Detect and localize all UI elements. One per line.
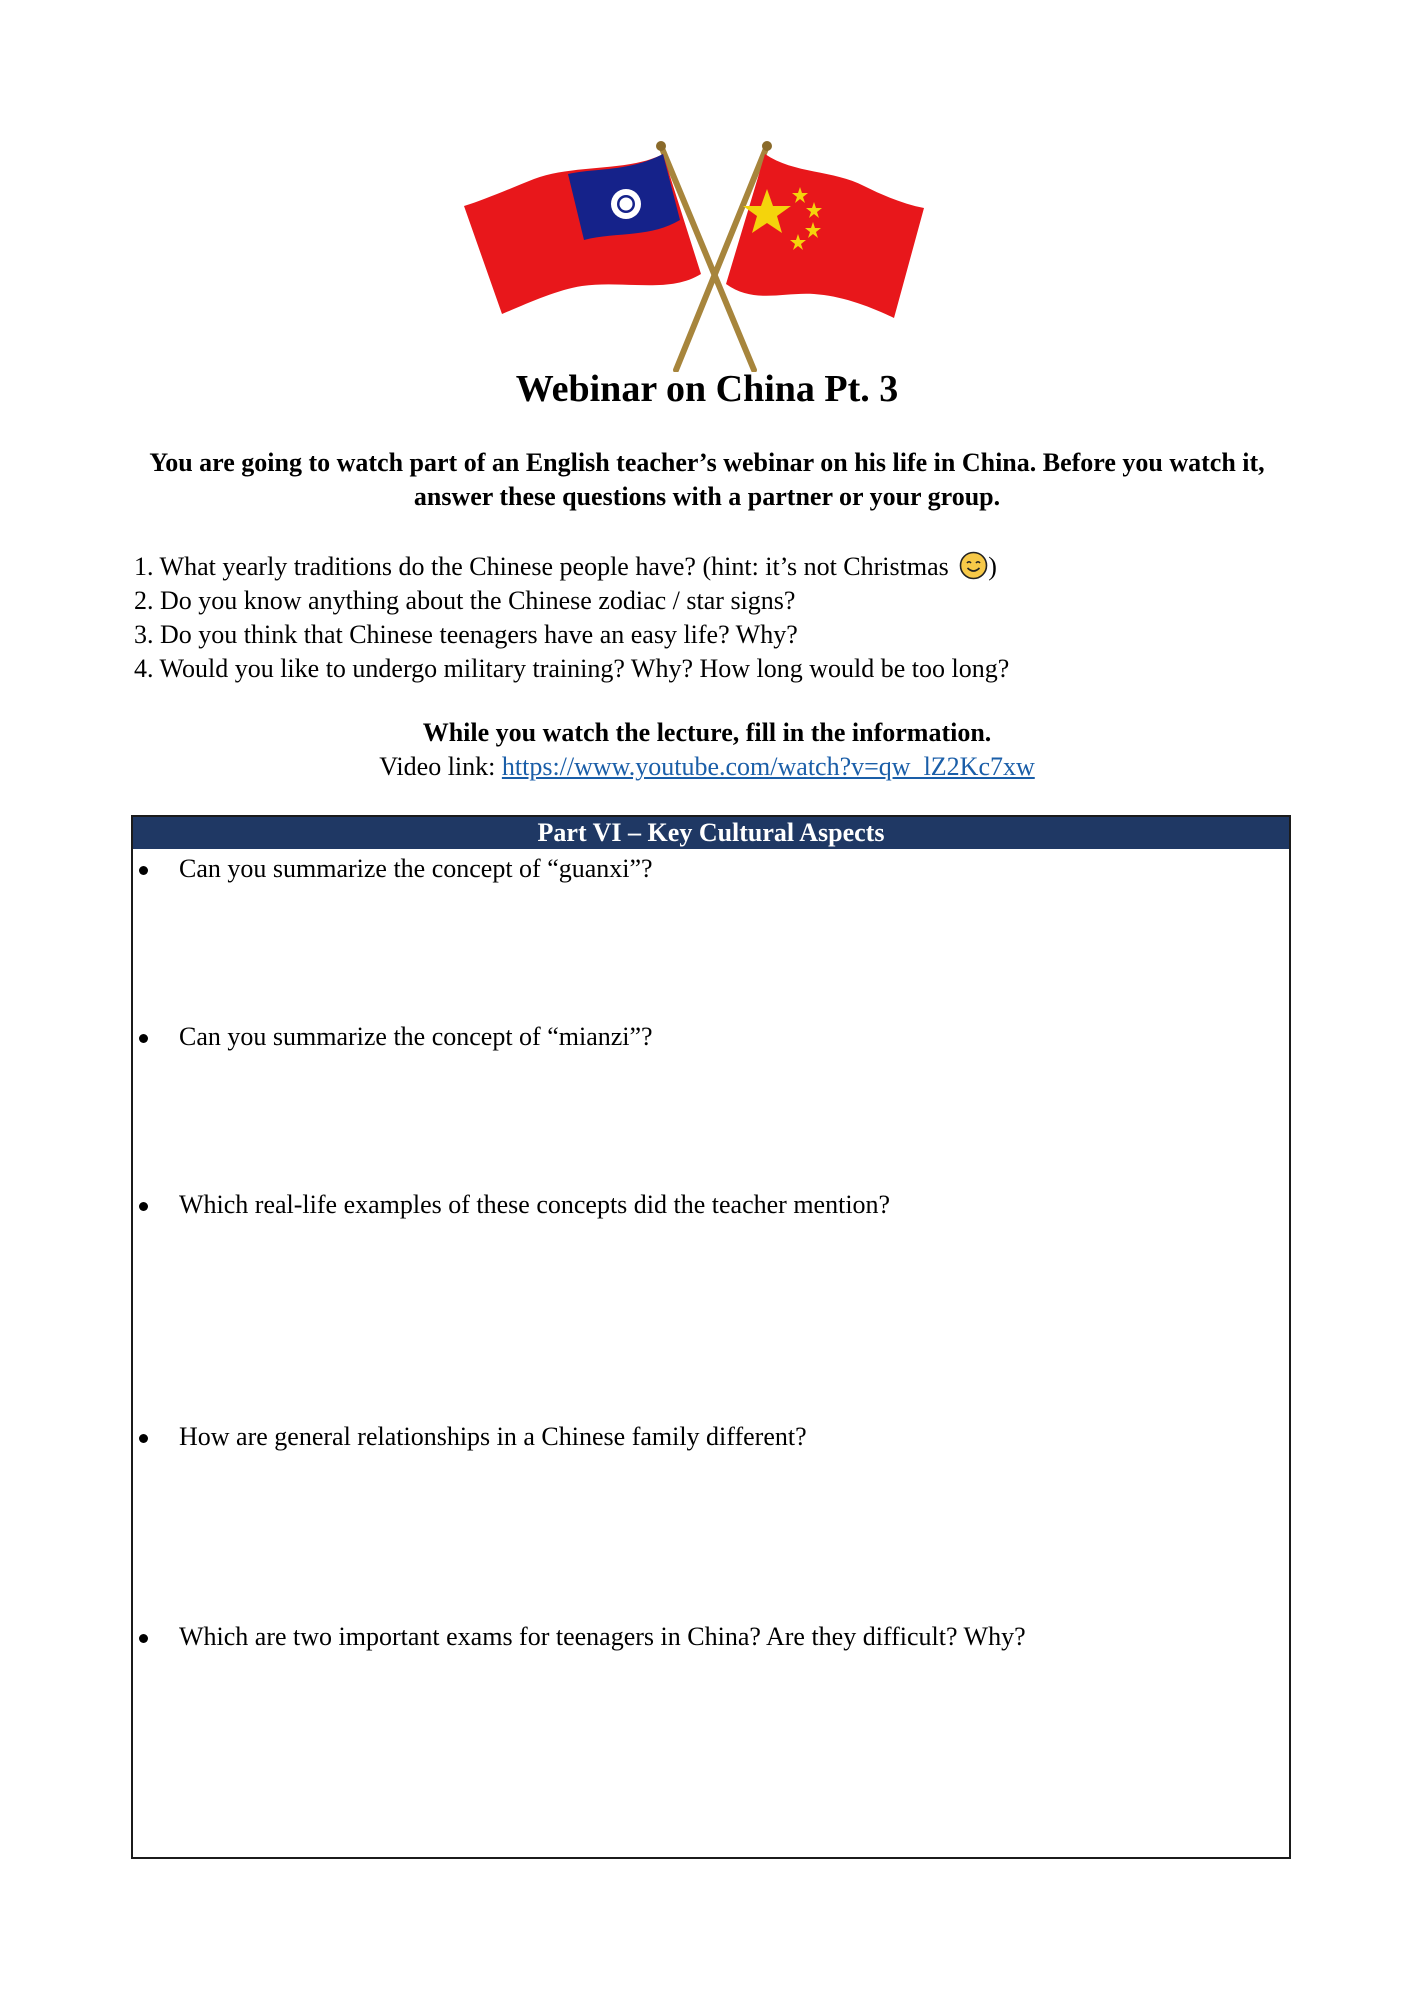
video-link[interactable]: https://www.youtube.com/watch?v=qw_lZ2Kc7xw bbox=[501, 752, 1035, 781]
question-item bbox=[134, 584, 1284, 618]
page-title: Webinar on China Pt. 3 bbox=[515, 368, 899, 410]
task-text: How are general relationships in a Chinese family different? bbox=[179, 1422, 807, 1451]
question-text: 4. Would you like to undergo military training? Why? How long would be too long? bbox=[134, 654, 1010, 683]
question-item bbox=[134, 618, 1284, 652]
question-item bbox=[134, 652, 1284, 686]
bullet-icon bbox=[139, 1034, 148, 1043]
smiley-icon bbox=[959, 551, 988, 580]
bullet-icon bbox=[139, 1202, 148, 1211]
bullet-icon bbox=[139, 866, 148, 875]
task-text: Which are two important exams for teenagers in China? Are they difficult? Why? bbox=[179, 1622, 1026, 1651]
video-link-line bbox=[0, 750, 1414, 784]
question-item bbox=[134, 550, 1284, 584]
question-text: 3. Do you think that Chinese teenagers have an easy life? Why? bbox=[134, 620, 798, 649]
video-label: Video link: bbox=[379, 752, 502, 781]
crossed-flags-icon bbox=[464, 134, 956, 372]
intro-text: You are going to watch part of an English teacher’s webinar on his life in China. Before you watch it, answer these questions with a partner or your group. bbox=[149, 448, 1265, 511]
bullet-icon bbox=[139, 1634, 148, 1643]
discussion-questions bbox=[134, 550, 1284, 686]
task-text: Which real-life examples of these concepts did the teacher mention? bbox=[179, 1190, 891, 1219]
bullet-icon bbox=[139, 1434, 148, 1443]
part-header: Part VI – Key Cultural Aspects bbox=[133, 817, 1289, 849]
worksheet-box bbox=[131, 815, 1291, 1859]
instruction-text: While you watch the lecture, fill in the information. bbox=[422, 718, 992, 747]
task-text: Can you summarize the concept of “mianzi”? bbox=[179, 1022, 653, 1051]
question-text-end: ) bbox=[988, 552, 997, 581]
task-text: Can you summarize the concept of “guanxi”? bbox=[179, 854, 653, 883]
question-text: 2. Do you know anything about the Chinese zodiac / star signs? bbox=[134, 586, 796, 615]
question-text: 1. What yearly traditions do the Chinese people have? (hint: it’s not Christmas bbox=[134, 552, 949, 581]
